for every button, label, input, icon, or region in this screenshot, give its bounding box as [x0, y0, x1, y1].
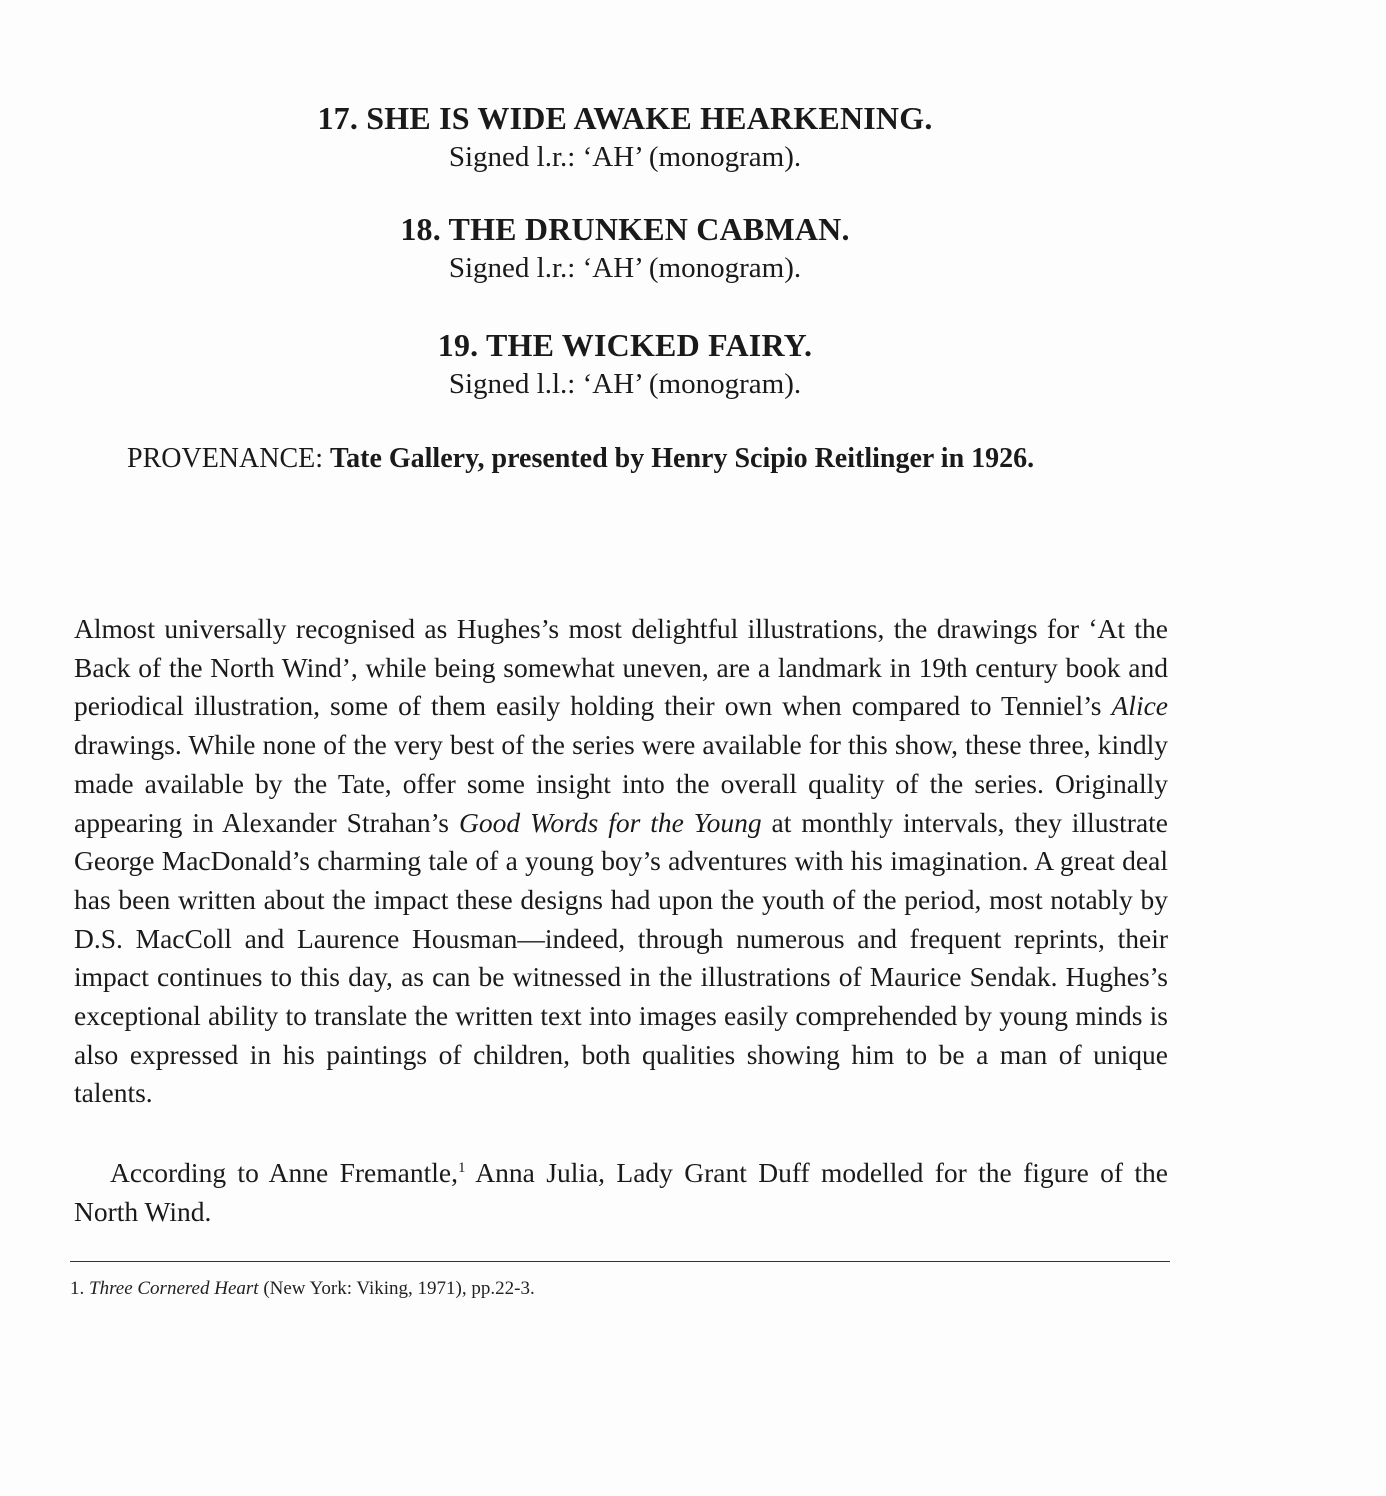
footnote-reference: 1: [457, 1160, 466, 1176]
footnote: [70, 1276, 1170, 1302]
body-paragraph-1: [74, 610, 1168, 1113]
entry-signature: Signed l.l.: ‘AH’ (monogram).: [448, 368, 802, 400]
footnote-number: 1.: [70, 1278, 89, 1299]
catalogue-entry-18: [0, 209, 1250, 287]
paragraph-text: Almost universally recognised as Hughes’s most delightful illustrations, the drawings for ‘At the Back of the North Wind’, while being somewhat uneven, are a landmark in 19th century book and periodical illustration, some of them easily holding their own when compared to Tenniel’s: [74, 613, 1168, 722]
entry-signature: Signed l.r.: ‘AH’ (monogram).: [448, 252, 802, 284]
footnote-divider: [70, 1261, 1170, 1262]
paragraph-text: drawings. While none of the very best of the series were available for this show, these three, kindly made available by the Tate, offer some insight into the overall quality of the series. Originally appearing in Alexander Strahan’s: [74, 729, 1168, 838]
entry-title: 17. SHE IS WIDE AWAKE HEARKENING.: [317, 100, 933, 136]
footnote-title: Three Cornered Heart: [89, 1278, 259, 1299]
catalogue-entry-19: [0, 325, 1250, 403]
catalogue-entry-17: [0, 98, 1250, 176]
footnote-text: (New York: Viking, 1971), pp.22-3.: [258, 1278, 535, 1299]
paragraph-text: at monthly intervals, they illustrate George MacDonald’s charming tale of a young boy’s adventures with his imagination. A great deal has been written about the impact these designs had upon the youth of the period, most notably by D.S. MacColl and Laurence Housman—indeed, through numerous and frequent reprints, their impact continues to this day, as can be witnessed in the illustrations of Maurice Sendak. Hughes’s exceptional ability to translate the written text into images easily comprehended by young minds is also expressed in his paintings of children, both qualities showing him to be a man of unique talents.: [74, 806, 1168, 1109]
provenance-label: PROVENANCE:: [127, 443, 331, 474]
entry-title: 19. THE WICKED FAIRY.: [437, 327, 813, 363]
italic-title-good-words: Good Words for the Young: [458, 806, 762, 838]
entry-signature: Signed l.r.: ‘AH’ (monogram).: [448, 141, 802, 173]
paragraph-text: Anna Julia, Lady Grant Duff modelled for the figure of the North Wind.: [74, 1157, 1169, 1227]
paragraph-text: According to Anne Fremantle,: [110, 1157, 458, 1188]
provenance-line: [127, 440, 1227, 478]
italic-title-alice: Alice: [1111, 690, 1168, 722]
body-paragraph-2: [74, 1154, 1168, 1231]
provenance-value: Tate Gallery, presented by Henry Scipio Reitlinger in 1926.: [330, 443, 1035, 474]
entry-title: 18. THE DRUNKEN CABMAN.: [400, 211, 850, 247]
